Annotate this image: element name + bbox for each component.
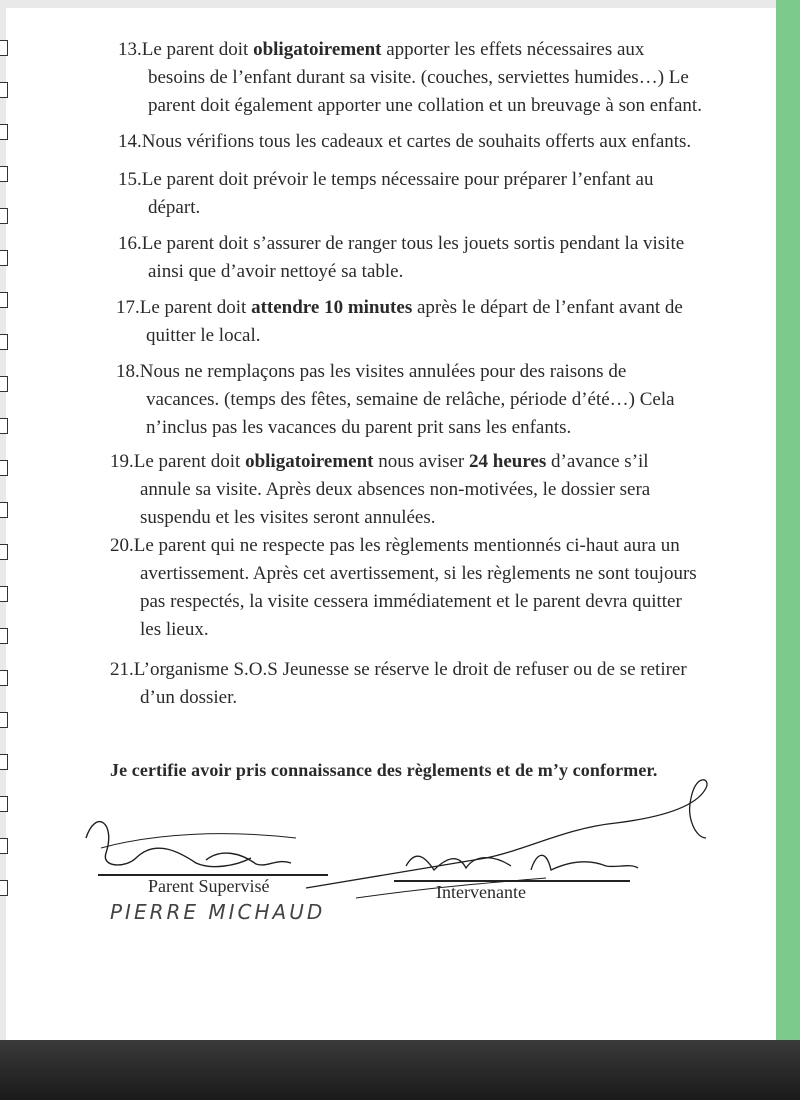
binder-hole <box>0 418 8 434</box>
binder-hole <box>0 250 8 266</box>
binder-hole <box>0 586 8 602</box>
certification-statement: Je certifie avoir pris connaissance des règlements et de m’y conformer. <box>110 760 658 780</box>
rule-continuation-line: parent doit également apporter une collation et un breuvage à son enfant. <box>148 95 702 116</box>
binder-hole <box>0 880 8 896</box>
binder-hole <box>0 292 8 308</box>
binder-hole <box>0 208 8 224</box>
binder-holes <box>0 20 8 920</box>
worker-signature-label: Intervenante <box>436 882 526 902</box>
binder-hole <box>0 796 8 812</box>
rule-continuation-line: annule sa visite. Après deux absences non-motivées, le dossier sera <box>140 479 651 500</box>
rule-emphasis: attendre 10 minutes <box>251 297 413 318</box>
rule-number: 21. <box>110 659 134 680</box>
rule-number: 18. <box>116 361 140 382</box>
binder-hole <box>0 628 8 644</box>
rule-text: Nous ne remplaçons pas les visites annulées pour des raisons de <box>139 361 627 382</box>
rule-text: Le parent doit <box>139 297 252 318</box>
rule-emphasis: obligatoirement <box>245 451 374 472</box>
binder-hole <box>0 166 8 182</box>
binder-hole <box>0 334 8 350</box>
handwritten-parent-name: PIERRE MICHAUD <box>110 900 326 924</box>
rule-continuation-line: n’inclus pas les vacances du parent prit sans les enfants. <box>146 417 572 438</box>
rule-item <box>110 532 710 644</box>
rule-number: 20. <box>110 535 134 556</box>
rule-item <box>110 448 710 532</box>
rule-number: 19. <box>110 451 134 472</box>
binder-hole <box>0 124 8 140</box>
rule-continuation-line: avertissement. Après cet avertissement, si les règlements ne sont toujours <box>140 563 697 584</box>
rule-number: 14. <box>118 131 142 152</box>
rule-item <box>116 294 716 350</box>
rule-text: Le parent doit s’assurer de ranger tous les jouets sortis pendant la visite <box>141 233 685 254</box>
binder-hole <box>0 82 8 98</box>
rule-text: après le départ de l’enfant avant de <box>412 297 683 318</box>
rule-item <box>118 128 718 156</box>
rule-continuation-line: d’un dossier. <box>140 687 238 708</box>
rule-continuation-line: pas respectés, la visite cessera immédiatement et le parent devra quitter <box>140 591 682 612</box>
rule-item <box>118 166 718 222</box>
binder-hole <box>0 376 8 392</box>
rule-item <box>118 230 718 286</box>
rule-continuation-line: quitter le local. <box>146 325 261 346</box>
binder-hole <box>0 838 8 854</box>
binder-hole <box>0 754 8 770</box>
rule-text: Le parent doit prévoir le temps nécessaire pour préparer l’enfant au <box>141 169 654 190</box>
green-folder-edge <box>776 0 800 1050</box>
rule-text: Nous vérifions tous les cadeaux et cartes de souhaits offerts aux enfants. <box>141 131 692 152</box>
document-page <box>6 8 778 1044</box>
scanner-bottom-shadow <box>0 1040 800 1100</box>
rule-number: 17. <box>116 297 140 318</box>
rule-text: L’organisme S.O.S Jeunesse se réserve le droit de refuser ou de se retirer <box>133 659 687 680</box>
binder-hole <box>0 544 8 560</box>
rule-text: apporter les effets nécessaires aux <box>381 39 645 60</box>
rule-emphasis: obligatoirement <box>253 39 382 60</box>
binder-hole <box>0 712 8 728</box>
rule-continuation-line: besoins de l’enfant durant sa visite. (couches, serviettes humides…) Le <box>148 67 689 88</box>
rule-continuation-line: les lieux. <box>140 619 209 640</box>
binder-hole <box>0 40 8 56</box>
rule-item <box>118 36 718 120</box>
rule-text: Le parent qui ne respecte pas les règlements mentionnés ci-haut aura un <box>133 535 680 556</box>
rule-number: 13. <box>118 39 142 60</box>
rule-text: d’avance s’il <box>546 451 649 472</box>
rule-continuation-line: vacances. (temps des fêtes, semaine de relâche, période d’été…) Cela <box>146 389 675 410</box>
rule-number: 15. <box>118 169 142 190</box>
parent-signature-label: Parent Supervisé <box>148 876 270 896</box>
rule-number: 16. <box>118 233 142 254</box>
binder-hole <box>0 670 8 686</box>
rule-continuation-line: ainsi que d’avoir nettoyé sa table. <box>148 261 404 282</box>
binder-hole <box>0 502 8 518</box>
rule-continuation-line: suspendu et les visites seront annulées. <box>140 507 436 528</box>
rule-text: nous aviser <box>373 451 470 472</box>
rule-text: Le parent doit <box>141 39 254 60</box>
rule-emphasis: 24 heures <box>469 451 547 472</box>
rule-item <box>116 358 716 442</box>
rule-continuation-line: départ. <box>148 197 201 218</box>
binder-hole <box>0 460 8 476</box>
rule-item <box>110 656 710 712</box>
rule-text: Le parent doit <box>133 451 246 472</box>
